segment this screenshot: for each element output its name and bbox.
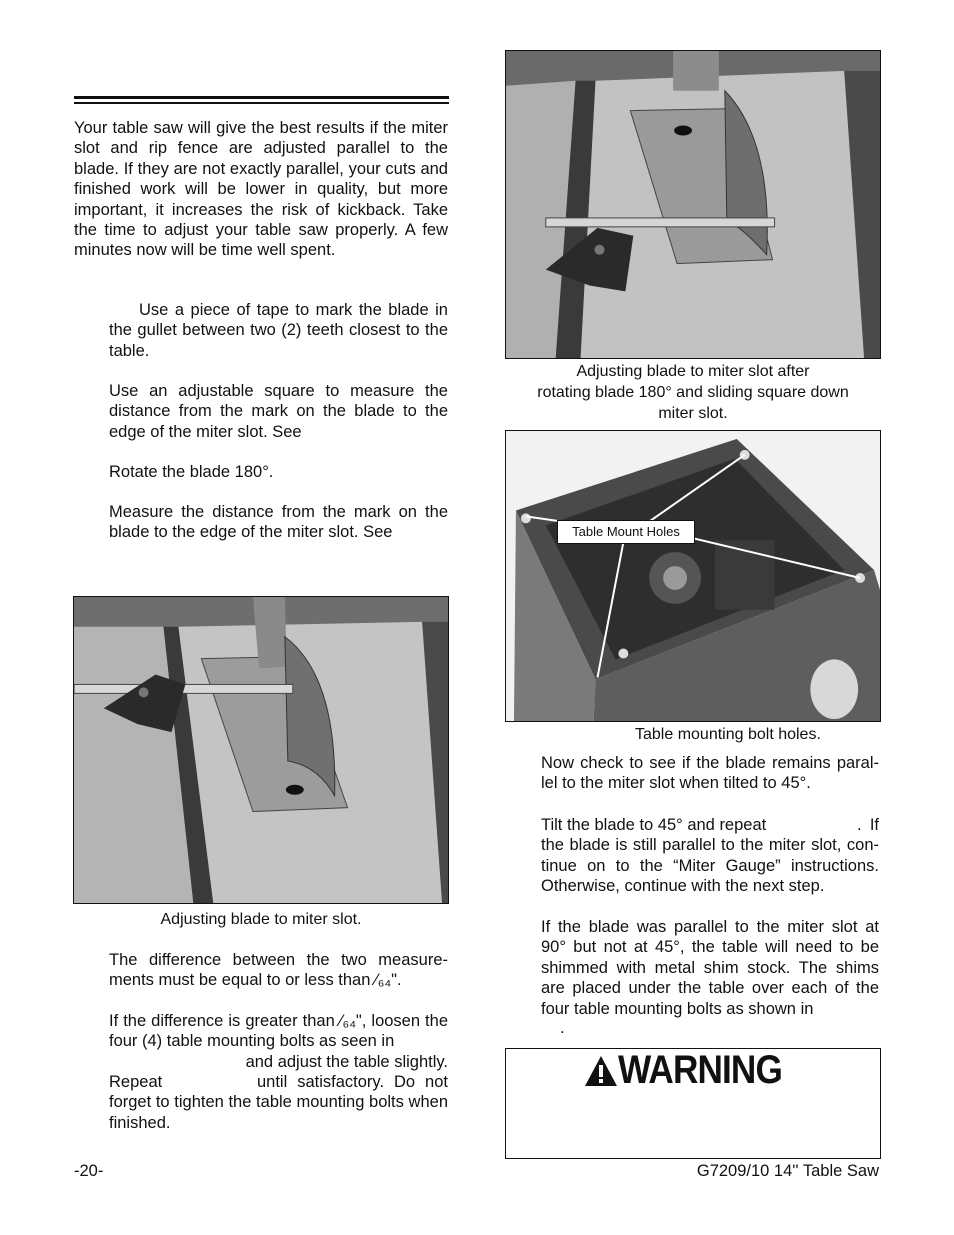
step-check-tilt: Now check to see if the blade remains paral-lel to the miter slot when tilted to 45°. [541,754,879,793]
figure-left-caption: Adjusting blade to miter slot. [160,911,362,928]
step-measure-distance: Use an adjustable square to measure the distance from the mark on the blade to the edge of the miter slot. See [109,382,448,441]
step-loosen-bolts: If the difference is greater than ⁄₆₄", loosen the four (4) table mounting bolts as seen in [109,1012,448,1051]
figure-top-right-caption-line1: Adjusting blade to miter slot after [576,363,810,380]
step-mark-blade: Use a piece of tape to mark the blade in the gullet between two (2) teeth closest to the table. [109,301,448,360]
step-shim-table: If the blade was parallel to the miter slot at 90° but not at 45°, the table will need to be shimmed with metal shim stock. The shims are placed under the table over each of the four table mounting bolts as shown in [541,918,879,1018]
step-difference: The difference between the two measure-ments must be equal to or less than ⁄₆₄". [109,951,448,990]
photo-adjusting-blade [73,596,449,904]
step-rotate-blade: Rotate the blade 180°. [109,463,274,481]
warning-title: WARNING [618,1048,782,1092]
table-mount-holes-label: Table Mount Holes [557,520,695,544]
step-tilt-result: . If the blade is still parallel to the miter slot, con-tinue on to the “Miter Gauge” instructions. Otherwise, continue with the next step. [541,816,879,896]
figure-top-right-caption-line2: rotating blade 180° and sliding square down [537,384,849,401]
warning-triangle-icon [584,1055,618,1087]
step-adjust-table: and adjust the table slightly. [245,1053,448,1071]
step-measure-again: Measure the distance from the mark on the blade to the edge of the miter slot. See [109,503,448,542]
figure-mount-caption: Table mounting bolt holes. [635,726,821,743]
section-rule-bottom [74,102,449,104]
photo-table-mount-holes [505,430,881,722]
intro-paragraph: Your table saw will give the best results if the miter slot and rip fence are adjusted parallel to the blade. If they are not exactly parallel, your cuts and finished work will be lower in quality, but more important, it increases the risk of kickback. Take the time to adjust your table saw properly. A few minutes now will be time well spent. [74,119,448,260]
footer-model: G7209/10 14'' Table Saw [696,1162,879,1180]
figure-top-right-caption-line3: miter slot. [658,405,728,422]
step-repeat-continued: until satisfactory. Do not forget to tighten the table mounting bolts when finished. [109,1073,448,1132]
photo-blade-rotated [505,50,881,359]
step-repeat: Repeat [109,1073,163,1091]
page-number: -20- [74,1162,104,1180]
section-rule-top [74,96,449,99]
step-shim-end: . [560,1019,565,1037]
step-tilt-repeat: Tilt the blade to 45° and repeat [541,816,767,834]
